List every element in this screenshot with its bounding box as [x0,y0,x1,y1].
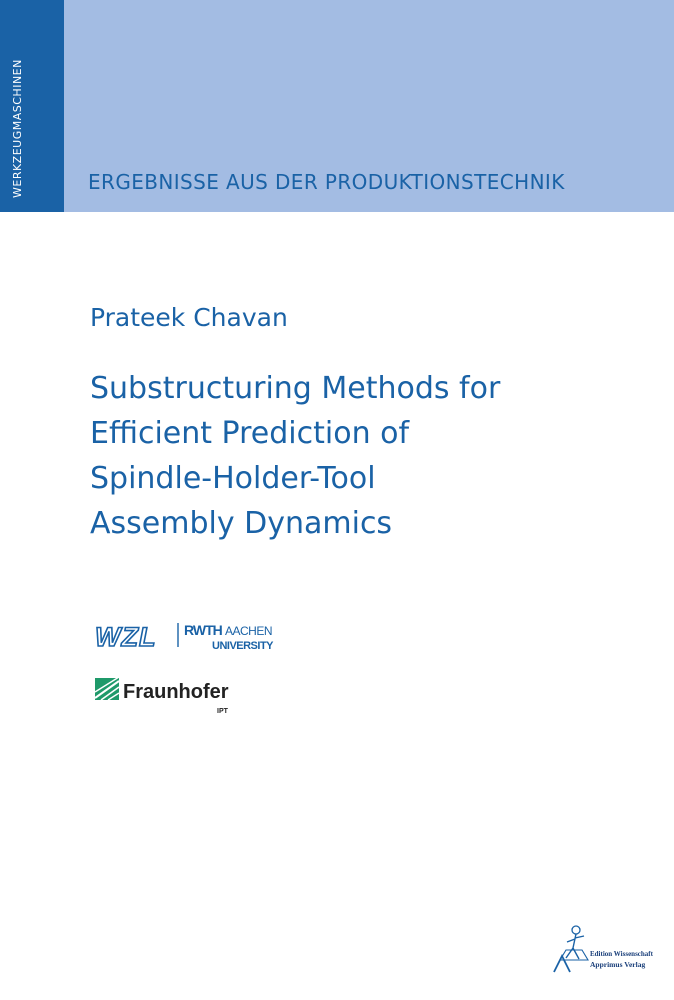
svg-text:AACHEN: AACHEN [225,624,273,638]
author-name: Prateek Chavan [90,303,288,332]
svg-text:UNIVERSITY: UNIVERSITY [212,640,274,652]
rwth-logo [184,622,274,652]
series-title: ERGEBNISSE AUS DER PRODUKTIONSTECHNIK [88,170,565,194]
book-title [90,366,650,546]
title-line-4: Assembly Dynamics [90,506,393,541]
wzl-logo [95,622,156,652]
side-tab-label: WERKZEUGMASCHINEN [11,59,24,198]
publisher-line-2: Apprimus Verlag [590,960,646,969]
publisher-line-1: Edition Wissenschaft [590,950,653,958]
series-side-tab [0,0,64,212]
title-line-3: Spindle-Holder-Tool [90,461,376,496]
publisher-logo [546,920,658,976]
fraunhofer-institute: IPT [217,708,228,715]
fraunhofer-wordmark: Fraunhofer [123,681,229,703]
wzl-rwth-logo [95,620,285,656]
svg-text:RWTH: RWTH [184,622,222,638]
title-line-2: Efficient Prediction of [90,416,410,451]
fraunhofer-ipt-logo [95,676,245,722]
publisher-figure-icon [554,926,588,972]
title-line-1: Substructuring Methods for [90,371,501,406]
fraunhofer-mark-icon [95,677,119,700]
svg-text:WZL: WZL [95,622,157,652]
